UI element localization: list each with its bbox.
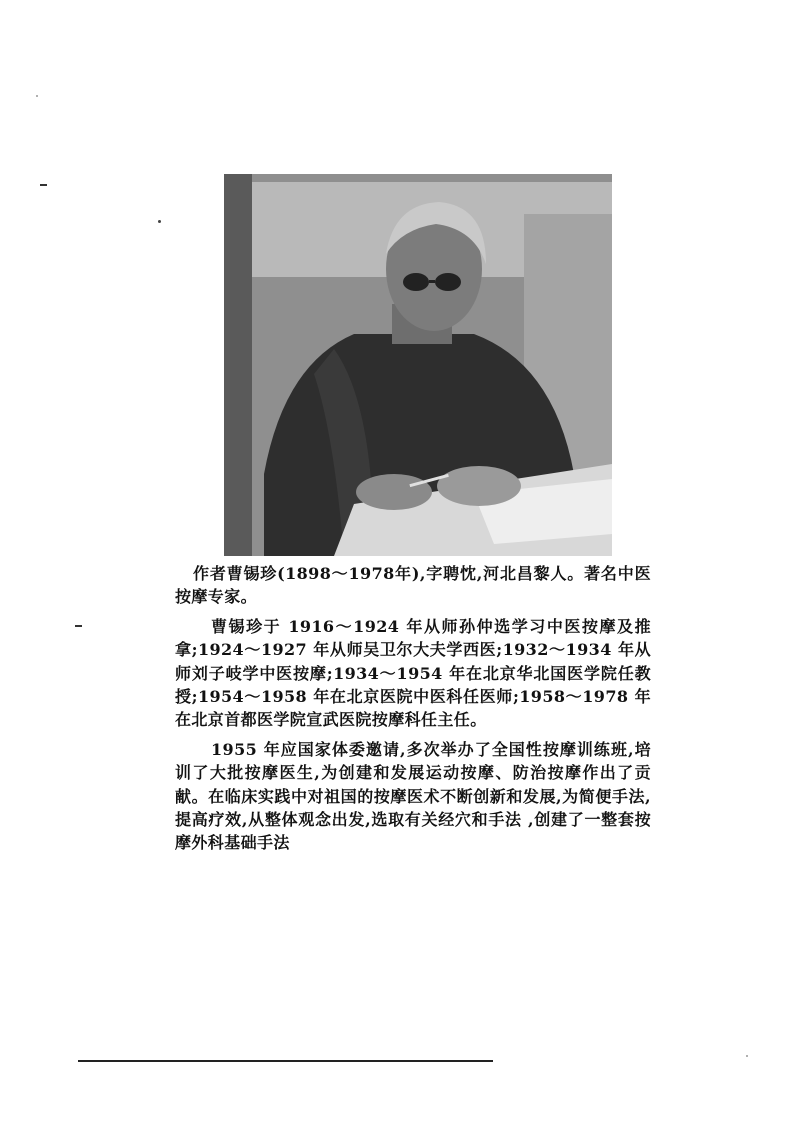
career-paragraph: 曹锡珍于 1916～1924 年从师孙仲选学习中医按摩及推拿;1924～1927 年从师吴卫尔大夫学西医;1932～1934 年从师刘子岐学中医按摩;1934～1954 年在北京华北国医学院任教授;1954～1958 年在北京医院中医科任医师;1958～1978 年在北京首都医学院宣武医院按摩科任主任。 xyxy=(175,616,651,730)
scan-speck xyxy=(36,95,38,97)
scan-mark xyxy=(40,184,47,186)
scan-speck xyxy=(158,220,161,223)
intro-paragraph: 作者曹锡珍(1898～1978年),字聘忱,河北昌黎人。著名中医按摩专家。 xyxy=(175,564,651,607)
footer-rule xyxy=(78,1060,493,1062)
author-biography xyxy=(175,562,651,855)
author-portrait-photo xyxy=(224,174,612,556)
portrait-photo-icon xyxy=(224,174,612,556)
scan-speck xyxy=(746,1055,748,1057)
scan-mark xyxy=(75,625,82,627)
contribution-paragraph: 1955 年应国家体委邀请,多次举办了全国性按摩训练班,培训了大批按摩医生,为创建和发展运动按摩、防治按摩作出了贡献。在临床实践中对祖国的按摩医术不断创新和发展,为简便手法,提高疗效,从整体观念出发,选取有关经穴和手法 ,创建了一整套按摩外科基础手法 xyxy=(175,739,651,853)
